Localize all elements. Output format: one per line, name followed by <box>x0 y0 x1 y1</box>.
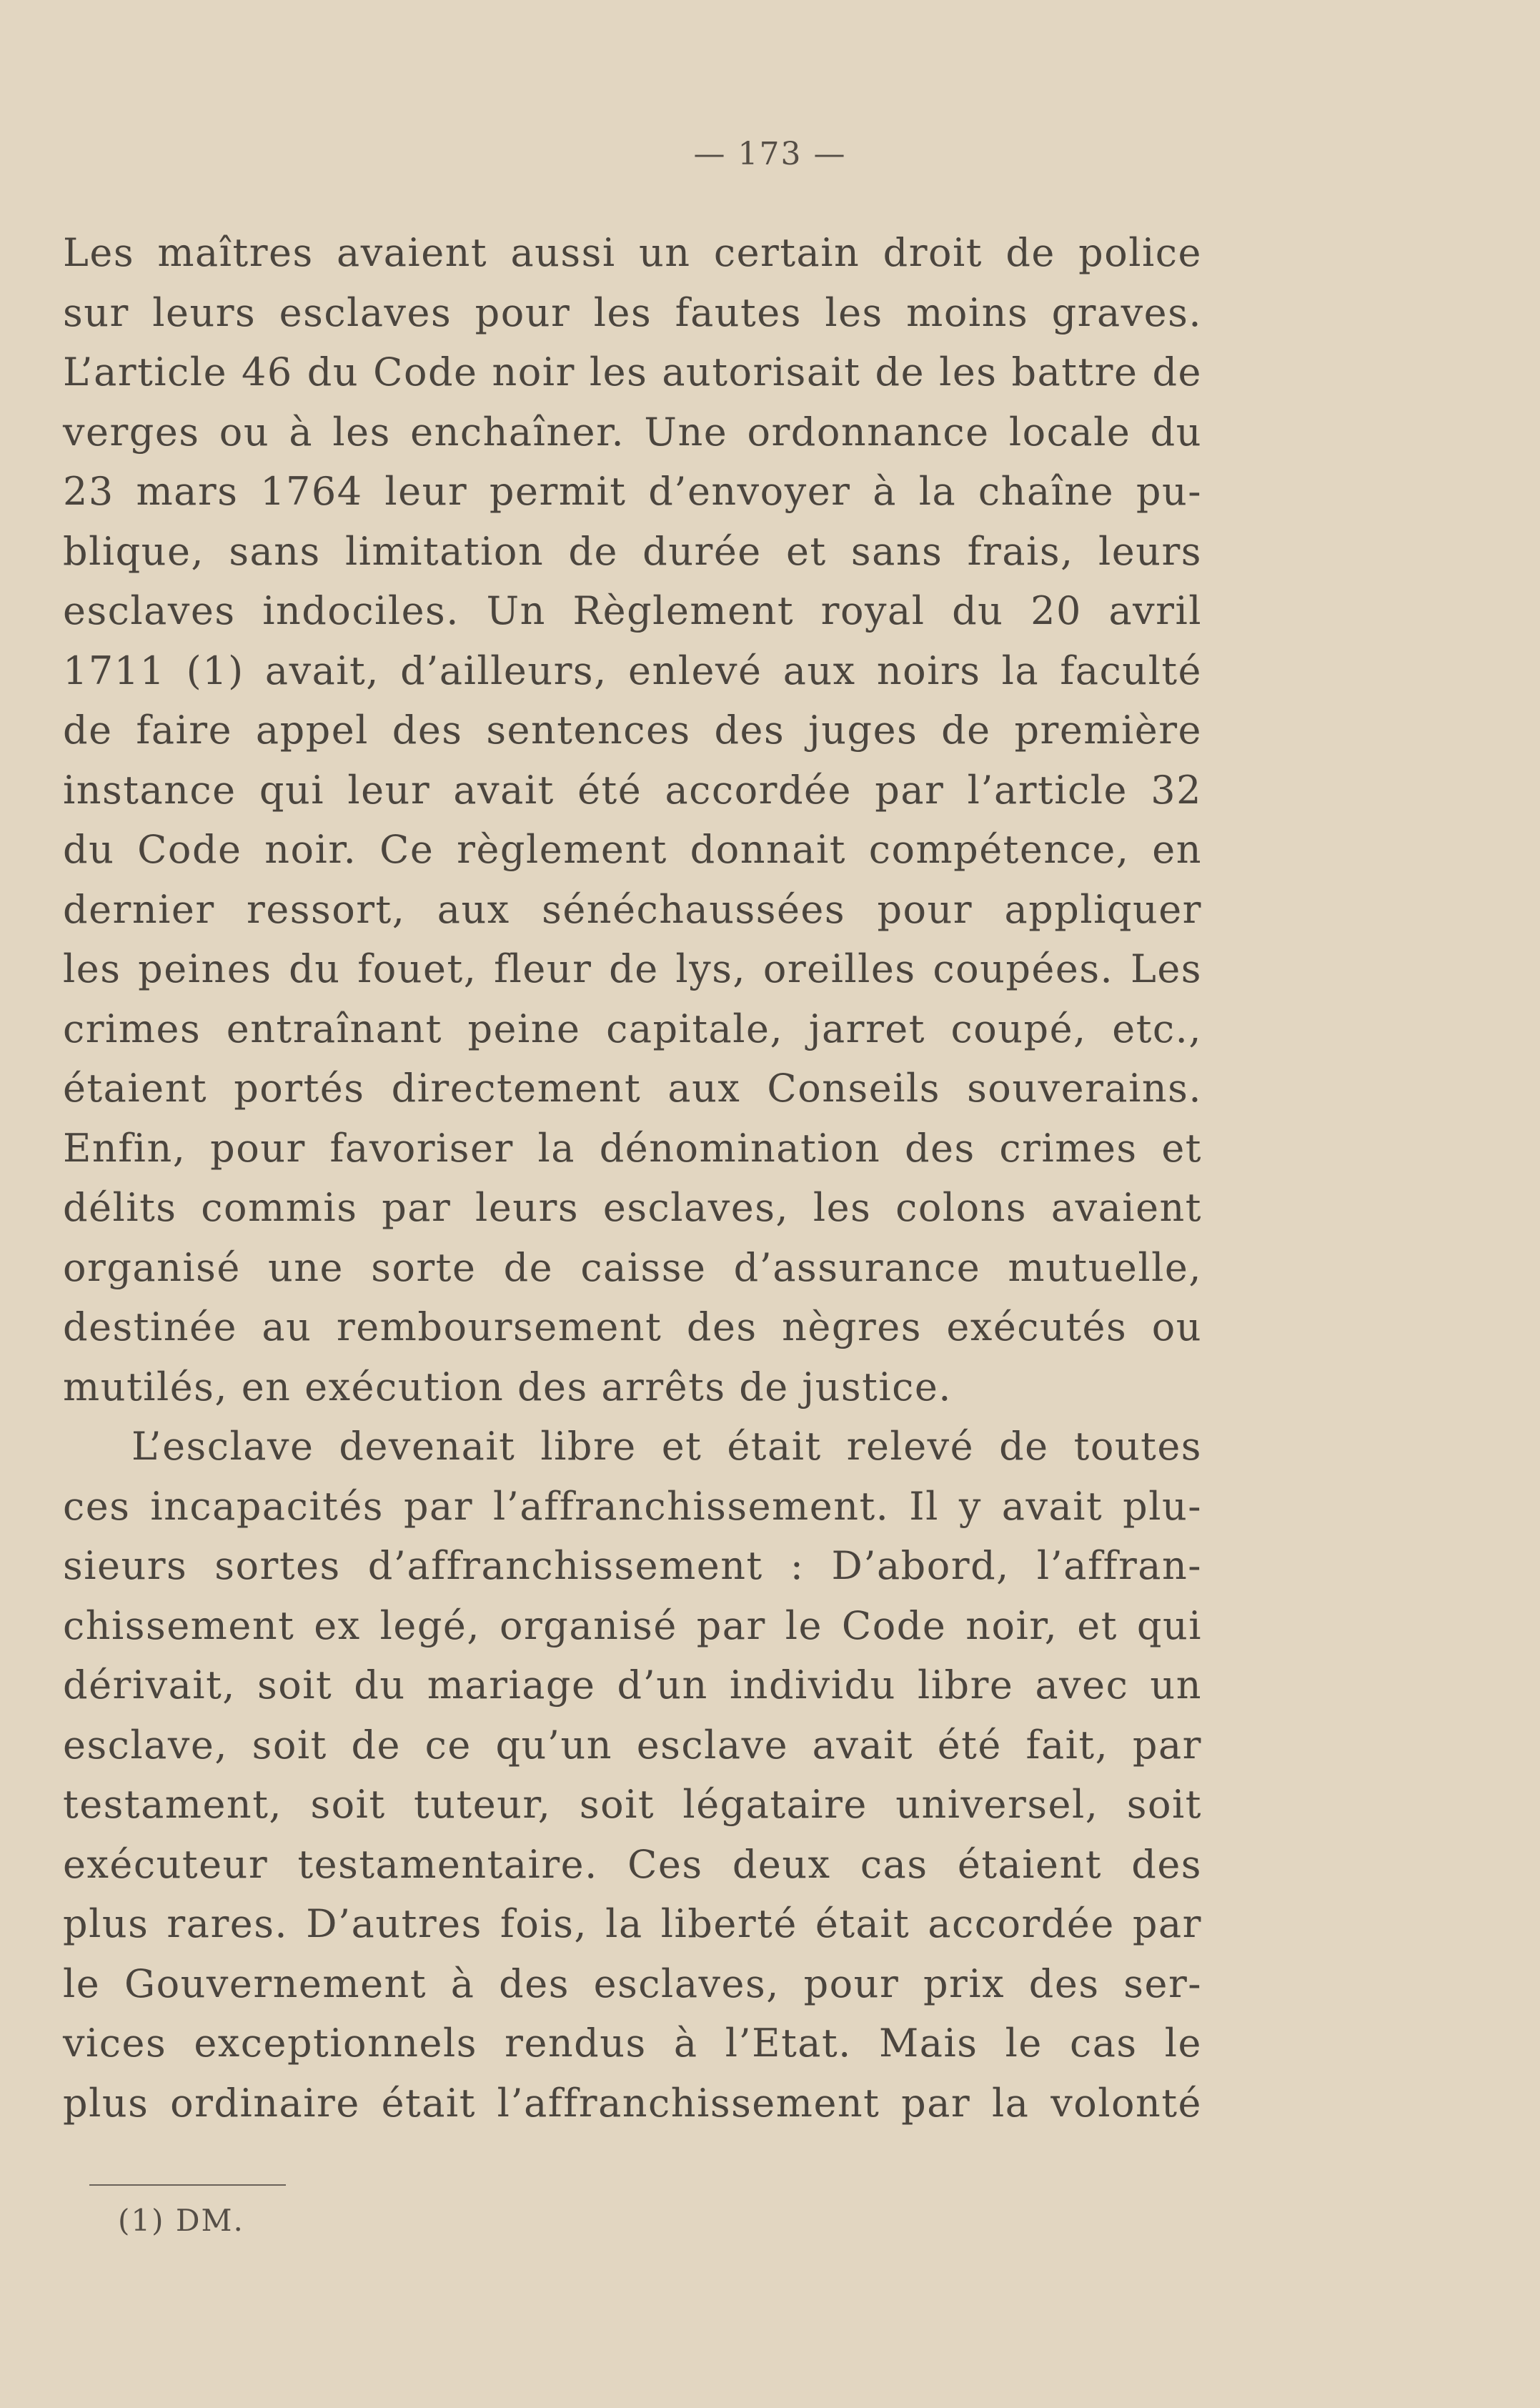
text-line: dernier ressort, aux sénéchaussées pour appliquer <box>63 886 1202 932</box>
text-line: instance qui leur avait été accordée par l’article 32 <box>63 767 1202 813</box>
text-line: L’article 46 du Code noir les autorisait de les battre de <box>63 350 1202 395</box>
text-line: sur leurs esclaves pour les fautes les moins graves. <box>63 289 1202 335</box>
text-line: testament, soit tuteur, soit légataire universel, soit <box>63 1782 1202 1827</box>
body-text <box>63 223 1202 2133</box>
text-line: mutilés, en exécution des arrêts de justice. <box>63 1364 952 1409</box>
text-line: dérivait, soit du mariage d’un individu libre avec un <box>63 1663 1202 1708</box>
text-line: L’esclave devenait libre et était relevé de toutes <box>131 1424 1202 1469</box>
text-line: du Code noir. Ce règlement donnait compétence, en <box>63 827 1202 872</box>
text-line: Enfin, pour favoriser la dénomination des crimes et <box>63 1125 1202 1171</box>
page-number: — 173 — <box>693 136 847 172</box>
text-line: blique, sans limitation de durée et sans frais, leurs <box>63 528 1202 574</box>
footnote-divider <box>89 2184 286 2186</box>
text-line: délits commis par leurs esclaves, les colons avaient <box>63 1185 1202 1230</box>
text-line: esclave, soit de ce qu’un esclave avait été fait, par <box>63 1722 1202 1768</box>
text-line: organisé une sorte de caisse d’assurance mutuelle, <box>63 1244 1202 1290</box>
text-line: sieurs sortes d’affranchissement : D’abord, l’affran- <box>63 1543 1202 1588</box>
text-line: 23 mars 1764 leur permit d’envoyer à la chaîne pu- <box>63 469 1202 514</box>
text-line: 1711 (1) avait, d’ailleurs, enlevé aux noirs la faculté <box>63 648 1202 693</box>
footnote: (1) DM. <box>118 2203 244 2238</box>
text-line: étaient portés directement aux Conseils souverains. <box>63 1066 1202 1111</box>
text-line: ces incapacités par l’affranchissement. Il y avait plu- <box>63 1483 1202 1529</box>
text-line: plus rares. D’autres fois, la liberté était accordée par <box>63 1901 1202 1946</box>
text-line: esclaves indociles. Un Règlement royal du 20 avril <box>63 588 1202 633</box>
text-line: chissement ex legé, organisé par le Code noir, et qui <box>63 1602 1202 1648</box>
text-line: vices exceptionnels rendus à l’Etat. Mais le cas le <box>63 2021 1202 2066</box>
text-line: de faire appel des sentences des juges de première <box>63 708 1202 753</box>
text-line: verges ou à les enchaîner. Une ordonnance locale du <box>63 409 1202 455</box>
text-line: les peines du fouet, fleur de lys, oreilles coupées. Les <box>63 946 1202 991</box>
text-line: destinée au remboursement des nègres exécutés ou <box>63 1304 1202 1349</box>
text-line: plus ordinaire était l’affranchissement par la volonté <box>63 2080 1202 2126</box>
text-line: Les maîtres avaient aussi un certain droit de police <box>63 230 1202 275</box>
text-line: exécuteur testamentaire. Ces deux cas étaient des <box>63 1841 1202 1887</box>
text-line: le Gouvernement à des esclaves, pour prix des ser- <box>63 1961 1202 2006</box>
text-line: crimes entraînant peine capitale, jarret coupé, etc., <box>63 1006 1202 1051</box>
